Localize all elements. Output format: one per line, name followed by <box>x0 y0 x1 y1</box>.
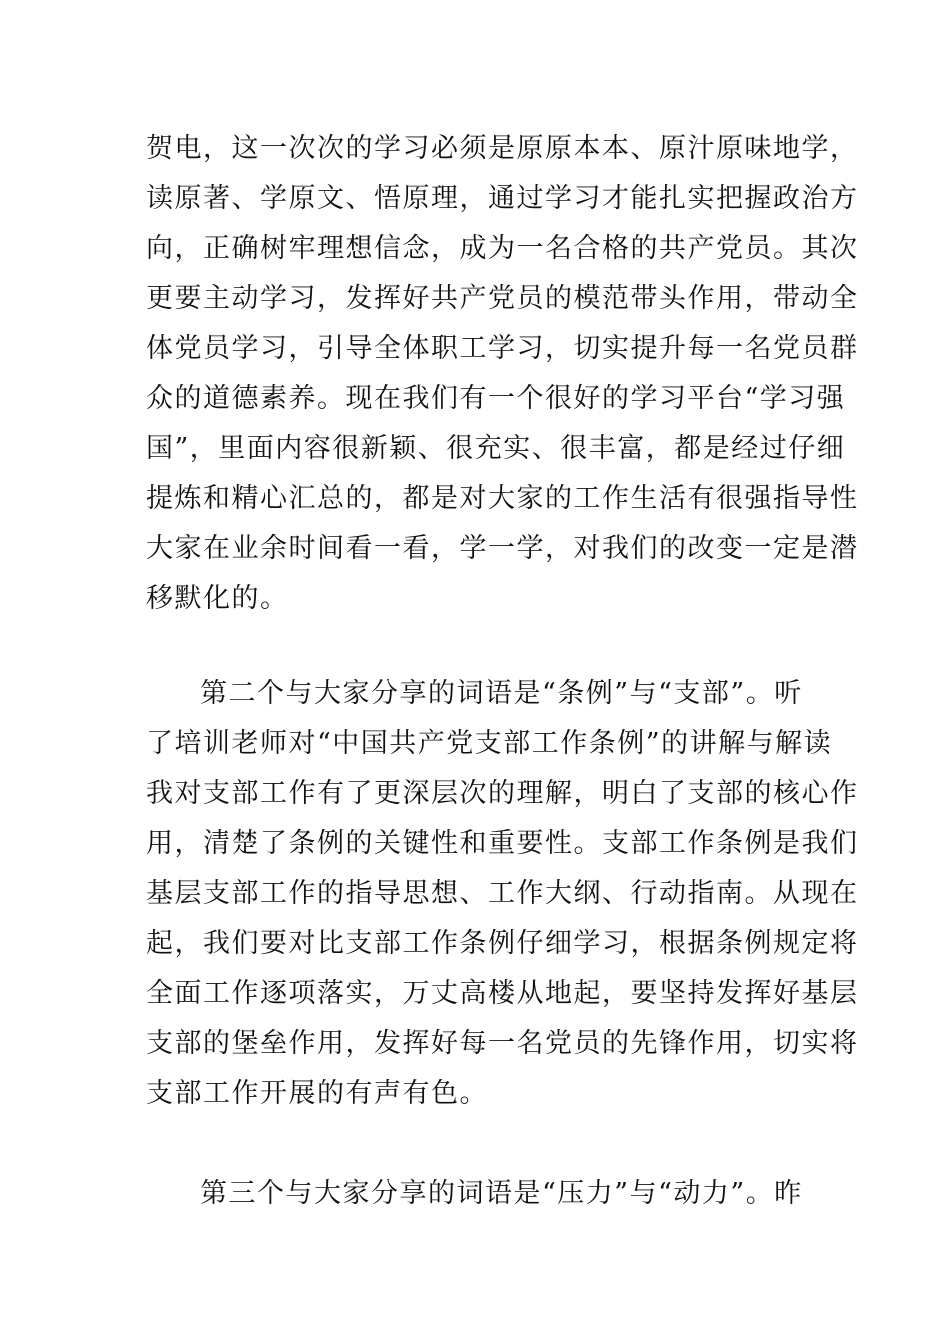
text-line: 提炼和精心汇总的，都是对大家的工作生活有很强指导性 <box>146 483 859 514</box>
text-line: 国”，里面内容很新颖、很充实、很丰富，都是经过仔细 <box>146 433 846 464</box>
text-line: 体党员学习，引导全体职工学习，切实提升每一名党员群 <box>146 333 859 364</box>
text-line: 大家在业余时间看一看，学一学，对我们的改变一定是潜 <box>146 533 859 564</box>
text-line: 众的道德素养。现在我们有一个很好的学习平台“学习强 <box>146 383 846 414</box>
text-line: 起，我们要对比支部工作条例仔细学习，根据条例规定将 <box>146 928 859 959</box>
text-line: 基层支部工作的指导思想、工作大纲、行动指南。从现在 <box>146 878 859 909</box>
paragraph-first-line: 第三个与大家分享的词语是“压力”与“动力”。昨 <box>200 1178 803 1209</box>
text-line: 我对支部工作有了更深层次的理解，明白了支部的核心作 <box>146 778 859 809</box>
text-line: 向，正确树牢理想信念，成为一名合格的共产党员。其次 <box>146 233 859 264</box>
text-line: 全面工作逐项落实，万丈高楼从地起，要坚持发挥好基层 <box>146 978 859 1009</box>
text-line: 更要主动学习，发挥好共产党员的模范带头作用，带动全 <box>146 283 859 314</box>
paragraph-first-line: 第二个与大家分享的词语是“条例”与“支部”。听 <box>200 678 803 709</box>
text-line: 支部工作开展的有声有色。 <box>146 1078 488 1109</box>
text-line: 贺电，这一次次的学习必须是原原本本、原汁原味地学， <box>146 133 859 164</box>
text-line: 了培训老师对“中国共产党支部工作条例”的讲解与解读 <box>146 728 833 759</box>
text-line: 读原著、学原文、悟原理，通过学习才能扎实把握政治方 <box>146 183 859 214</box>
text-line: 用，清楚了条例的关键性和重要性。支部工作条例是我们 <box>146 828 859 859</box>
text-line: 移默化的。 <box>146 583 289 614</box>
text-line: 支部的堡垒作用，发挥好每一名党员的先锋作用，切实将 <box>146 1028 859 1059</box>
